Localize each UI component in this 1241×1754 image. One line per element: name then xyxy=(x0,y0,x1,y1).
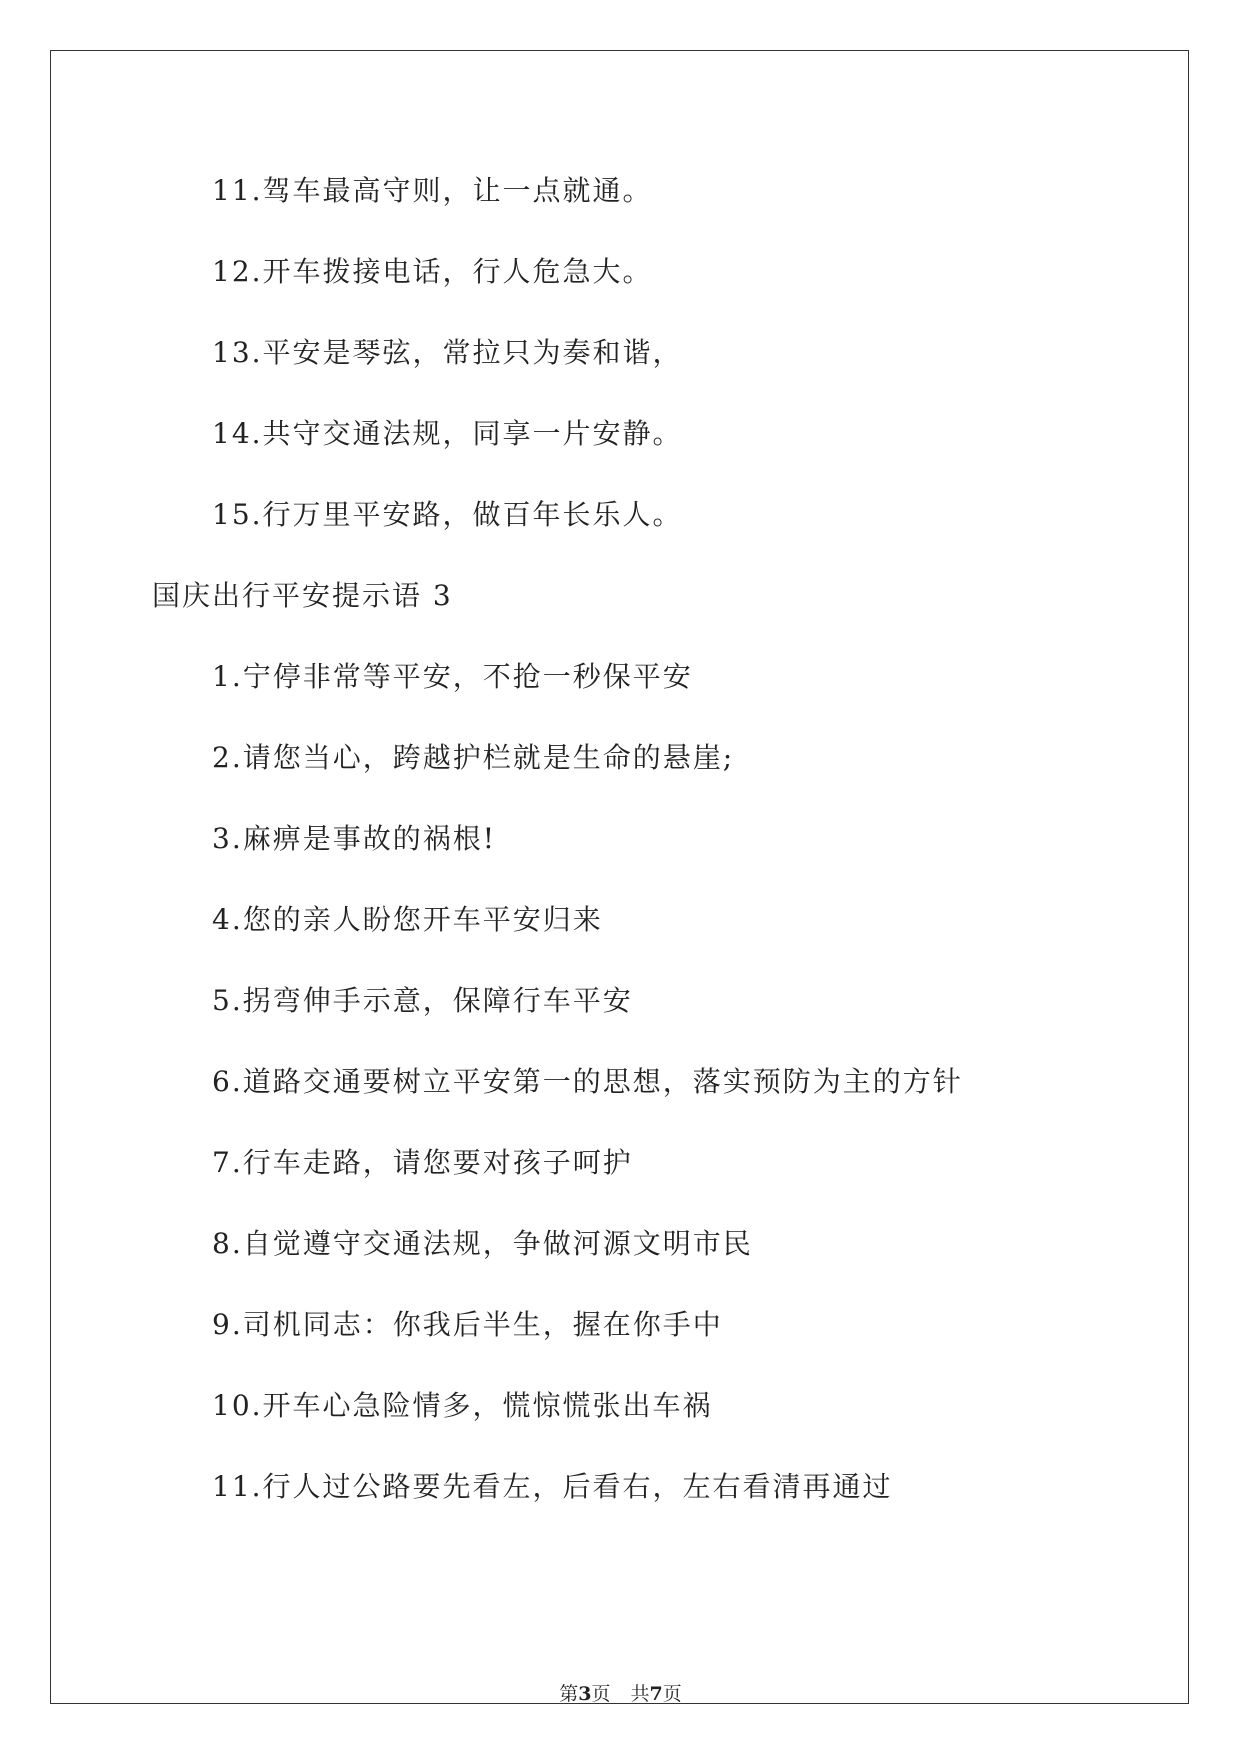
tip-line-b3: 3.麻痹是事故的祸根! xyxy=(212,822,496,855)
tip-line-b1: 1.宁停非常等平安，不抢一秒保平安 xyxy=(212,660,693,693)
tip-line-b8: 8.自觉遵守交通法规，争做河源文明市民 xyxy=(212,1227,753,1260)
page-suffix: 页 xyxy=(591,1683,611,1705)
tip-line-b10: 10.开车心急险情多，慌惊慌张出车祸 xyxy=(212,1389,713,1422)
tip-line-b11: 11.行人过公路要先看左，后看右，左右看清再通过 xyxy=(212,1470,893,1503)
total-pages: 7 xyxy=(649,1683,663,1705)
page-border xyxy=(50,50,1189,1704)
page-footer xyxy=(0,1682,1241,1706)
section-heading: 国庆出行平安提示语 3 xyxy=(152,579,453,612)
page-number: 3 xyxy=(578,1683,592,1705)
tip-line-a4: 14.共守交通法规，同享一片安静。 xyxy=(212,417,683,450)
tip-line-a2: 12.开车拨接电话，行人危急大。 xyxy=(212,255,653,288)
tip-line-b9: 9.司机同志：你我后半生，握在你手中 xyxy=(212,1308,723,1341)
total-suffix: 页 xyxy=(662,1683,682,1705)
tip-line-b4: 4.您的亲人盼您开车平安归来 xyxy=(212,903,603,936)
page-prefix: 第 xyxy=(559,1683,579,1705)
tip-line-b5: 5.拐弯伸手示意，保障行车平安 xyxy=(212,984,633,1017)
tip-line-a5: 15.行万里平安路，做百年长乐人。 xyxy=(212,498,683,531)
tip-line-a3: 13.平安是琴弦，常拉只为奏和谐， xyxy=(212,336,683,369)
tip-line-b6: 6.道路交通要树立平安第一的思想，落实预防为主的方针 xyxy=(212,1065,963,1098)
total-prefix: 共 xyxy=(630,1683,650,1705)
tip-line-b2: 2.请您当心，跨越护栏就是生命的悬崖; xyxy=(212,741,735,774)
tip-line-a1: 11.驾车最高守则，让一点就通。 xyxy=(212,174,653,207)
tip-line-b7: 7.行车走路，请您要对孩子呵护 xyxy=(212,1146,633,1179)
